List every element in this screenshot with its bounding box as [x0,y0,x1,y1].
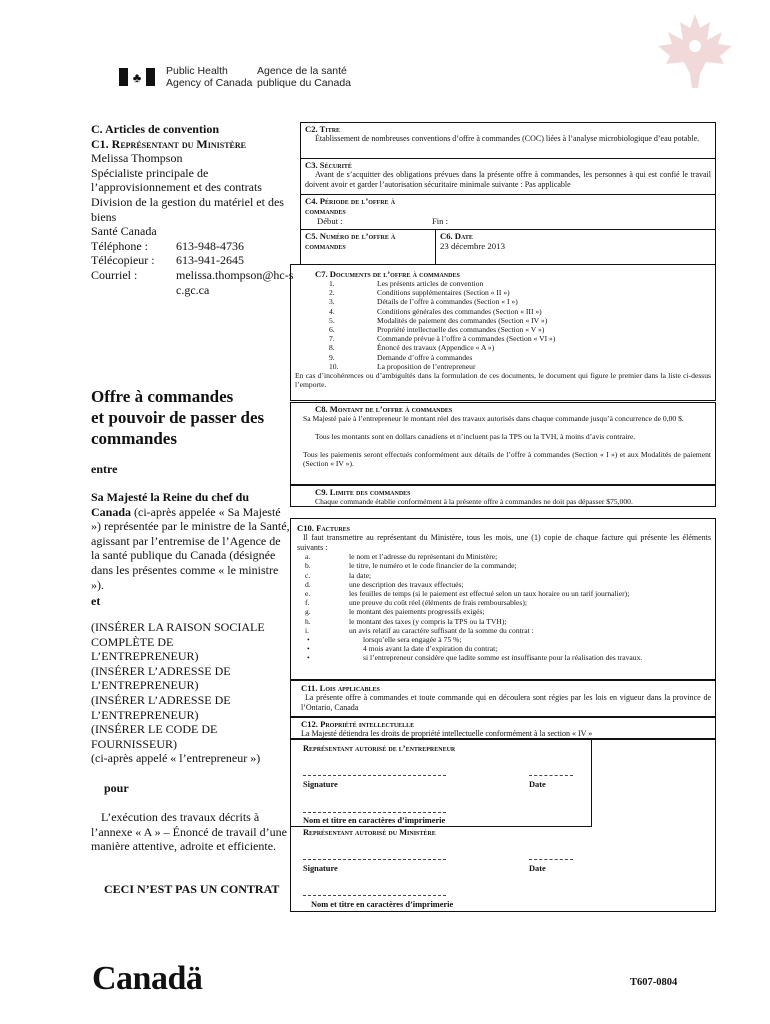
ministry-rep-label: Représentant autorisé du Ministère [303,828,436,837]
document-list-item-text: Énoncé des travaux (Appendice « A ») [377,343,495,353]
invoice-list-item-marker: b. [305,561,311,571]
document-list-item-text: Commande prévue à l’offre à commandes (Section « VI ») [377,334,556,344]
invoice-list-item-marker: e. [305,589,311,598]
document-list-item-marker: 4. [329,306,335,316]
invoice-list-item [297,653,711,662]
email-value[interactable]: melissa.thompson@hc-sc.gc.ca [176,267,294,297]
invoice-list-item-text: le nom et l’adresse du représentant du Ministère; [349,552,498,562]
invoice-list-item-text: la date; [349,570,372,580]
signature-block [290,739,716,912]
invoice-list-item [297,552,711,561]
invoice-list-item-marker: h. [305,616,311,626]
email-label: Courriel : [91,267,138,282]
invoice-list-item-text: une description des travaux effectués; [349,579,464,589]
document-list-item-text: La proposition de l’entrepreneur [377,361,476,371]
invoice-list-item [297,598,711,607]
date-label: Date [529,780,546,789]
invoice-list-item [297,644,711,653]
section-c2: C2. Titre Établissement de nombreuses conventions d’offre à commandes (COC) liées à l’analyse microbiologique d’eau potable. [300,122,716,159]
signature-line[interactable] [303,775,446,776]
fax-row [91,253,296,268]
invoice-list-item [297,635,711,644]
rep-role-line: Spécialiste principale de [91,165,209,180]
signature-label: Signature [303,780,338,789]
date-label-ministry: Date [529,864,546,873]
phone-value: 613-948-4736 [176,238,244,253]
canada-wordmark: Canadä [92,960,203,997]
document-list-item [315,297,711,306]
section-c9: C9. Limite des commandes Chaque commande établie conformément à la présente offre à commandes ne doit pas dépasser $75,000. [290,485,716,507]
document-list-item-marker: 3. [329,297,335,307]
section-c3: C3. Sécurité Avant de s’acquitter des obligations prévues dans la présente offre à commandes, les personnes à qui est confié le travail doivent avoir et garder l’autorisation sécuritaire minimale suivante : Pas applicable [300,158,716,195]
maple-leaf-icon [650,10,740,90]
name-title-label: Nom et titre en caractères d’imprimerie [303,816,446,825]
name-line-ministry[interactable] [303,895,446,896]
document-list-item-marker: 2. [329,288,335,298]
invoice-list-item [297,580,711,589]
rep-title: C1. Représentant du Ministère [91,136,246,151]
section-c10: C10. Factures Il faut transmettre au représentant du Ministère, tous les mois, une (1) copie de chaque facture qui présente les éléments suivants : a. le nom et l’adresse du représentant du Ministère; b. le titre, le numéro et le code financier de la commande; c. la date; d. une description des travaux effectués; e. les feuilles de temps (si le paiement est effectué selon un taux horaire ou un tarif journalier); f. une preuve du coût réel (éléments de frais remboursables); g. le montant des paiements progressifs exigés; h. le montant des taxes (y compris la TPS ou la TVH); i. un avis relatif au caractère suffisant de la somme du contrat : • lorsqu’elle sera engagée à 75 %; • 4 mois avant la date d’expiration du contrat; • si l’entrepreneur considère que ladite somme est insuffisante pour la réalisation des travaux. [290,518,716,680]
fax-value: 613-941-2645 [176,253,244,268]
invoice-list-item [297,571,711,580]
invoice-list-item-text: le titre, le numéro et le code financier de la commande; [349,561,517,571]
phone-row [91,239,296,254]
department-name-en: Public Health Agency of Canada [166,65,253,89]
document-list-item [315,353,711,362]
invoice-list-item-marker: a. [305,552,311,562]
invoice-list-item [297,589,711,598]
invoice-list-item [297,626,711,635]
document-list-item-text: Détails de l’offre à commandes (Section « I ») [377,297,518,307]
invoice-list-item-marker: • [307,644,310,654]
rep-role-line: l’approvisionnement et des contrats [91,180,262,195]
document-list-item-text: Modalités de paiement des commandes (Section « IV ») [377,315,548,325]
document-list-item [315,362,711,371]
document-list-item [315,316,711,325]
document-list-item-text: Demande d’offre à commandes [377,352,473,362]
document-list-item [315,279,711,288]
invoice-list-item-marker: i. [305,625,310,635]
name-line[interactable] [303,812,446,813]
rep-role-line: biens [91,209,117,224]
et-label: et [91,594,101,608]
document-list-item [315,325,711,334]
document-list-item-text: Conditions supplémentaires (Section « II ») [377,288,510,298]
document-title: Offre à commandes et pouvoir de passer des commandes [91,387,265,448]
date-line[interactable] [529,775,573,776]
section-c12: C12. Propriété intellectuelle La Majesté détiendra les droits de propriété intellectuelle conformément à la section « IV » [290,717,716,739]
signature-line-ministry[interactable] [303,859,446,860]
rep-role-line: Division de la gestion du matériel et des [91,194,284,209]
execution-paragraph: L’exécution des travaux décrits à l’annexe « A » – Énoncé de travail d’une manière attentive, adroite et efficiente. [91,810,287,854]
fax-label: Télécopieur : [91,253,155,268]
canada-flag-icon: ♣ [119,68,155,86]
phone-label: Téléphone : [91,238,148,253]
invoice-list-item-marker: g. [305,607,311,617]
rep-name: Melissa Thompson [91,151,183,166]
invoice-list-item-marker: c. [305,570,311,580]
pour-label: pour [104,781,129,795]
articles-section [91,122,296,297]
contractor-rep-label: Représentant autorisé de l’entrepreneur [303,744,456,753]
invoice-list-item-text: 4 mois avant la date d’expiration du contrat; [363,644,498,654]
document-list-item-text: Les présents articles de convention [377,279,484,288]
invoice-list-item-text: le montant des paiements progressifs exigés; [349,607,485,617]
contractor-placeholder: (INSÉRER LA RAISON SOCIALE COMPLÈTE DE L’ENTREPRENEUR) (INSÉRER L’ADRESSE DE L’ENTREPRENEUR) (INSÉRER L’ADRESSE DE L’ENTREPRENEUR) (INSÉRER LE CODE DE FOURNISSEUR) (ci-après appelé « l’entrepreneur ») [91,620,265,766]
invoice-list-item-marker: • [307,653,310,663]
invoice-list-item [297,561,711,570]
document-list-item [315,307,711,316]
invoice-list-item-marker: • [307,635,310,645]
invoice-list-item-marker: d. [305,579,311,589]
document-list-item [315,288,711,297]
invoice-list-item-text: les feuilles de temps (si le paiement est effectué selon un taux horaire ou un tarif journalier); [349,589,630,598]
section-c11: C11. Lois applicables La présente offre à commandes et toute commande qui en découlera sont régies par les lois en vigueur dans la province de l’Ontario, Canada [290,680,716,717]
document-list-item-text: Conditions générales des commandes (Section « III ») [377,306,542,316]
invoice-list-item-text: une preuve du coût réel (éléments de frais remboursables); [349,598,527,608]
majesty-paragraph: Sa Majesté la Reine du chef du Canada (ci-après appelée « Sa Majesté ») représentée par le ministre de la Santé, agissant par l’entremise de l’Agence de la santé publique du Canada (désignée dans les présentes comme « le ministre »). [91,490,290,592]
section-c6: C6. Date 23 décembre 2013 [435,229,716,265]
section-c7: C7. Documents de l’offre à commandes 1. Les présents articles de convention 2. Conditions supplémentaires (Section « II ») 3. Détails de l’offre à commandes (Section « I ») 4. Conditions générales des commandes (Section « III ») 5. Modalités de paiement des commandes (Section « IV ») 6. Propriété intellectuelle des commandes (Section « V ») 7. Commande prévue à l’offre à commandes (Section « VI ») 8. Énoncé des travaux (Appendice « A ») 9. Demande d’offre à commandes 10. La proposition de l’entrepreneur En cas d’incohérences ou d’ambiguïtés dans la formulation de ces documents, le document qui figure le premier dans la liste ci-dessus l’emporte. [290,264,716,401]
document-list-item-text: Propriété intellectuelle des commandes (Section « V ») [377,325,545,335]
document-list-item-marker: 6. [329,325,335,335]
articles-title: C. Articles de convention [91,122,219,136]
document-list-item-marker: 8. [329,343,335,353]
signature-label-ministry: Signature [303,864,338,873]
invoice-list-item-marker: f. [305,598,310,608]
document-list-item-marker: 9. [329,352,335,362]
name-title-label-ministry: Nom et titre en caractères d’imprimerie [311,900,454,909]
document-list-item-marker: 10. [329,361,339,371]
not-contract-notice: CECI N’EST PAS UN CONTRAT [104,882,280,896]
date-line-ministry[interactable] [529,859,573,860]
section-c4: C4. Période de l’offre à commandes Début : Fin : [300,194,716,230]
section-c8: C8. Montant de l’offre à commandes Sa Majesté paie à l’entrepreneur le montant réel des travaux autorisés dans chaque commande jusqu’à concurrence de 0,00 $. Tous les montants sont en dollars canadiens et n’incluent pas la TPS ou la TVH, à moins d’avis contraire. Tous les paiements seront effectués conformément aux détails de l’offre à commandes (Section « I ») et aux Modalités de paiement (Section « IV »). [290,402,716,485]
entre-label: entre [91,462,118,476]
section-c5: C5. Numéro de l’offre à commandes [300,229,436,265]
invoice-list-item-text: un avis relatif au caractère suffisant de la somme du contrat : [349,625,534,635]
email-row [91,268,296,297]
document-list-item [315,334,711,343]
document-list-item-marker: 1. [329,279,335,288]
invoice-list-item [297,617,711,626]
form-number: T607-0804 [630,977,678,988]
rep-org: Santé Canada [91,224,157,239]
invoice-list-item-text: si l’entrepreneur considère que ladite somme est insuffisante pour la réalisation des travaux. [363,653,643,663]
document-list-item-marker: 5. [329,315,335,325]
invoice-list-item-text: le montant des taxes (y compris la TPS ou la TVH); [349,616,507,626]
department-name-fr: Agence de la santé publique du Canada [257,65,351,89]
document-list-item-marker: 7. [329,334,335,344]
invoice-list-item [297,607,711,616]
invoice-list-item-text: lorsqu’elle sera engagée à 75 %; [363,635,462,645]
document-list-item [315,343,711,352]
